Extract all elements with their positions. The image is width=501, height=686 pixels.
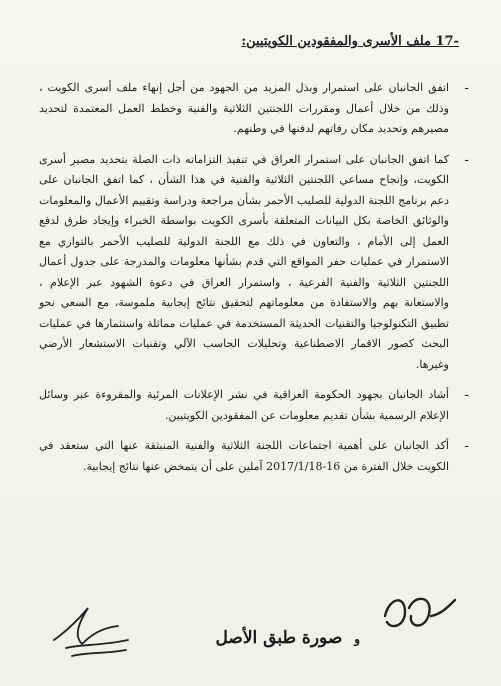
page-marker: و <box>354 632 360 646</box>
paragraph-text: اتفق الجانبان على استمرار وبذل المزيد من الجهود من أجل إنهاء ملف أسرى الكويت ، وذلك من خلال أعمال ومقررات اللجنتين الثلاثية والفنية وخطط العمل المعتمدة لتحديد مصيرهم وتحديد مكان رفاتهم لدفنها في وطنهم. <box>39 81 449 135</box>
signature-left-icon <box>48 600 134 664</box>
list-item <box>39 78 471 140</box>
bullet-dash-icon: - <box>464 151 469 168</box>
paragraph-list <box>39 78 471 487</box>
stamp-text: صورة طبق الأصل <box>215 628 343 648</box>
section-heading <box>39 34 459 49</box>
bullet-dash-icon: - <box>464 80 469 96</box>
list-item <box>39 150 471 376</box>
paragraph-text: أكد الجانبان على أهمية اجتماعات اللجنة الثلاثية والفنية المنبثقة عنها التي ستعقد في الكويت خلال الفترة من 16-2017/1/18 آملين على أن يتمخض عنها نتائج إيجابية. <box>39 439 449 473</box>
bullet-dash-icon: - <box>464 387 469 403</box>
paragraph-text: كما اتفق الجانبان على استمرار العراق في تنفيذ التزاماته ذات الصلة بتحديد مصير أسرى الكويت، وإنجاح مساعي اللجنتين الثلاثية والفنية في هذا الشأن ، كما اتفق الجانبان على دعم برنامج اللجنة الدولية للصليب الأحمر بشأن مراجعة ودراسة وتقييم الأعمال والمعلومات والوثائق الخاصة بكل البيانات المتعلقة بأسرى الكويت بواسطة الخبراء وإيجاد طرق لدفع العمل إلى الأمام ، والتعاون في ذلك مع اللجنة الدولية للصليب الأحمر بالتوازي مع الاستمرار في عمليات حفر المواقع التي قدم بشأنها معلومات والمدرجة على جدول أعمال اللجنتين الثلاثية والفنية الفرعية ، واستمرار العراق في دعوة الشهود عبر الإعلام ، والاستعانة بهم والاستفادة من معلوماتهم لتحقيق نتائج إيجابية ملموسة، مع السعي نحو تطبيق التكنولوجيا والتقنيات الحديثة المستخدمة في عمليات مماثلة واستثمارها في عمليات البحث كصور الاقمار الاصطناعية وتحليلات الحاسب الآلي وتقنيات الاستشعار الأرضي وغيرها. <box>39 152 449 371</box>
section-number: 17- <box>435 34 459 49</box>
paragraph-text: أشاد الجانبان بجهود الحكومة العراقية في نشر الإعلانات المرئية والمقروءة عبر وسائل الإعلام الرسمية بشأن تقديم معلومات عن المفقودين الكويتيين. <box>39 388 449 422</box>
list-item <box>39 436 471 477</box>
section-title: ملف الأسرى والمفقودين الكويتيين: <box>241 34 431 49</box>
certified-copy-stamp <box>130 628 360 648</box>
list-item <box>39 385 471 426</box>
bullet-dash-icon: - <box>464 438 469 454</box>
signature-right-icon <box>375 586 461 642</box>
